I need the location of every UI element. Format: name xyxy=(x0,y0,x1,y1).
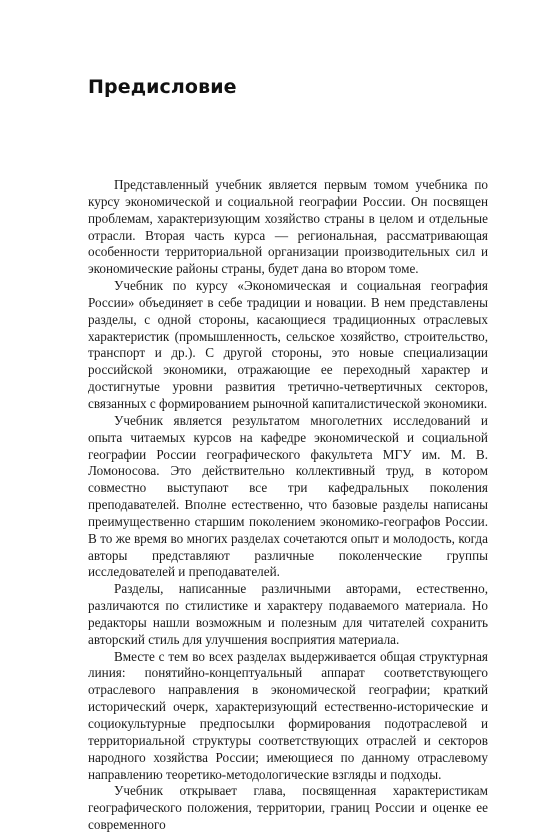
page-title: Предисловие xyxy=(88,76,237,98)
paragraph-2: Учебник по курсу «Экономическая и социальная география России» объединяет в себе традиции и новации. В нем представлены разделы, с одной стороны, касающиеся традиционных отраслевых характеристик (промышленность, сельское хозяйство, строительство, транспорт и др.). С другой стороны, это новые специализации российской экономики, отражающие ее переходный характер и достигнутые уровни развития третично-четвертичных секторов, связанных с формированием рыночной капиталистической экономики. xyxy=(88,278,488,411)
paragraph-1: Представленный учебник является первым томом учебника по курсу экономической и социальной географии России. Он посвящен проблемам, характеризующим хозяйство страны в целом и отдельные отрасли. Вторая часть курса — региональная, рассматривающая особенности территориальной организации производительных сил и экономические районы страны, будет дана во втором томе. xyxy=(88,177,488,277)
paragraph-6: Учебник открывает глава, посвященная характеристикам географического положения, территории, границ России и оценке ее современного xyxy=(88,783,488,833)
body-text xyxy=(88,177,488,834)
paragraph-3: Учебник является результатом многолетних исследований и опыта читаемых курсов на кафедре экономической и социальной географии России географического факультета МГУ им. М. В. Ломоносова. Это действительно коллективный труд, в котором совместно выступают все три кафедральных поколения преподавателей. Вполне естественно, что базовые разделы написаны преимущественно старшим поколением экономико-географов России. В то же время во многих разделах сочетаются опыт и молодость, когда авторы представляют различные поколенческие группы исследователей и преподавателей. xyxy=(88,412,488,580)
paragraph-5: Вместе с тем во всех разделах выдерживается общая структурная линия: понятийно-концептуальный аппарат соответствующего отраслевого направления в экономической географии; краткий исторический очерк, характеризующий естественно-исторические и социокультурные предпосылки формирования подотраслевой и территориальной структуры соответствующих отраслей и секторов народного хозяйства России; имеющиеся по данному отраслевому направлению теоретико-методологические взгляды и подходы. xyxy=(88,648,488,782)
paragraph-4: Разделы, написанные различными авторами, естественно, различаются по стилистике и характеру подаваемого материала. Но редакторы нашли возможным и полезным для читателей сохранить авторский стиль для улучшения восприятия материала. xyxy=(88,581,488,647)
